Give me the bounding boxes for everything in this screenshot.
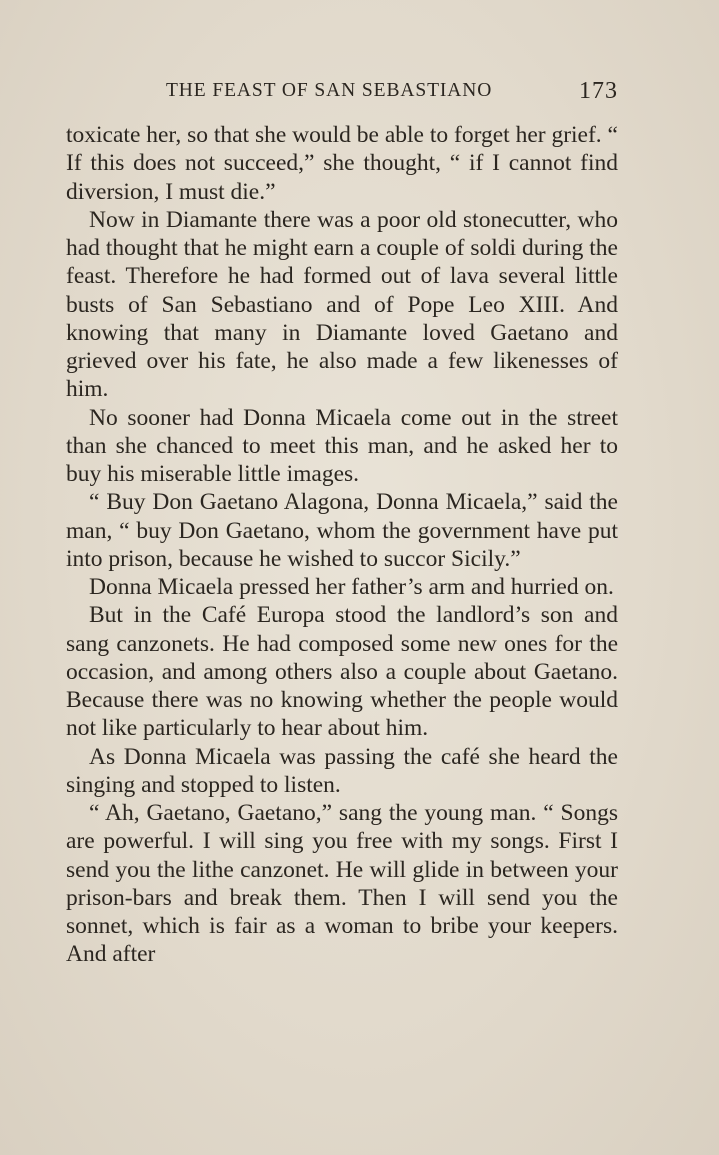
paragraph-meeting: No sooner had Donna Micaela come out in the street than she chanced to meet this man, and he asked her to buy his miserable little images. bbox=[66, 404, 618, 487]
body-text bbox=[66, 121, 618, 969]
running-head bbox=[66, 78, 618, 108]
paragraph-passing-cafe: As Donna Micaela was passing the café she heard the singing and stopped to listen. bbox=[66, 743, 618, 798]
paragraph-song: “ Ah, Gaetano, Gaetano,” sang the young man. “ Songs are powerful. I will sing you free with my songs. First I send you the lithe canzonet. He will glide in between your prison-bars and break them. Then I will send you the sonnet, which is fair as a woman to bribe your keepers. And after bbox=[66, 800, 618, 968]
running-title: THE FEAST OF SAN SEBASTIANO bbox=[166, 80, 493, 101]
paragraph-cafe-europa: But in the Café Europa stood the landlord’s son and sang canzonets. He had composed some new ones for the occasion, and among others also a couple about Gaetano. Because there was no knowing whether the people would not like particularly to hear about him. bbox=[66, 602, 618, 742]
paragraph-continued: toxicate her, so that she would be able to forget her grief. “ If this does not succeed,” she thought, “ if I cannot find diversion, I must die.” bbox=[66, 122, 618, 205]
page-number: 173 bbox=[579, 78, 618, 104]
paragraph-stonecutter: Now in Diamante there was a poor old stonecutter, who had thought that he might earn a couple of soldi during the feast. Therefore he had formed out of lava several little busts of San Sebastiano and of Pope Leo XIII. And knowing that many in Diamante loved Gaetano and grieved over his fate, he also made a few likenesses of him. bbox=[66, 206, 618, 403]
paragraph-hurried-on: Donna Micaela pressed her father’s arm and hurried on. bbox=[89, 574, 614, 600]
paragraph-buy-gaetano: “ Buy Don Gaetano Alagona, Donna Micaela,” said the man, “ buy Don Gaetano, whom the government have put into prison, because he wished to succor Sicily.” bbox=[66, 489, 618, 572]
